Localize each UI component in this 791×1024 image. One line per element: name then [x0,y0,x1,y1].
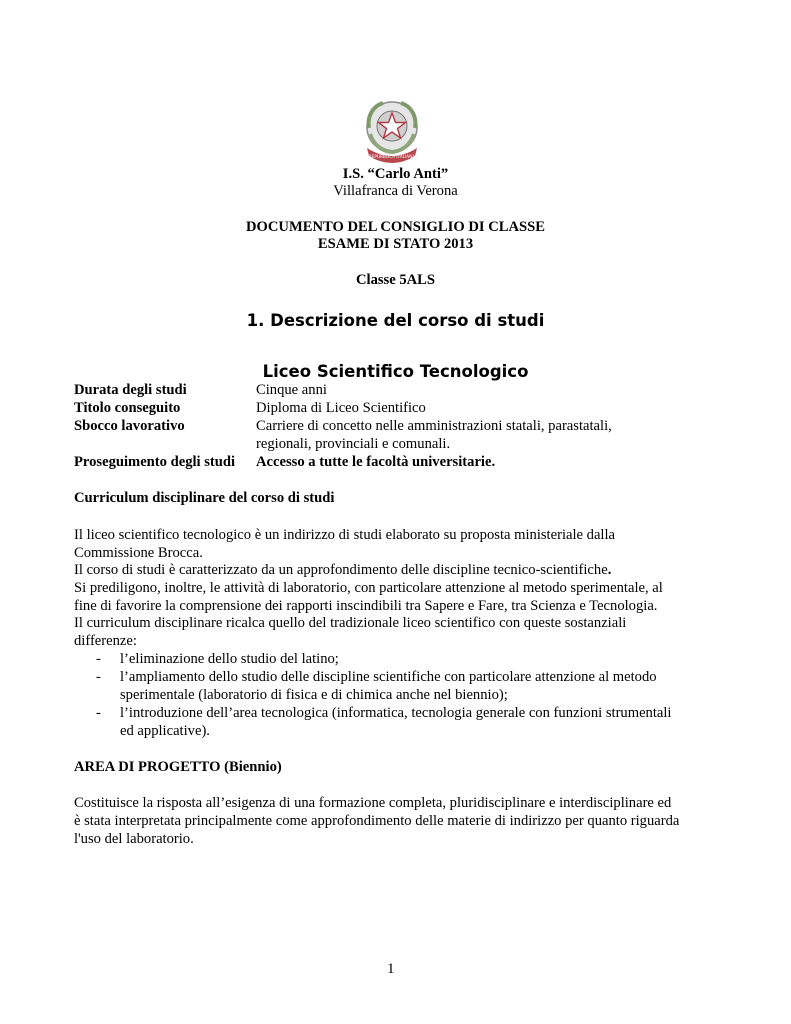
duration-value: Cinque anni [256,382,327,398]
list-item-continued: sperimentale (laboratorio di fisica e di chimica anche nel biennio); [120,687,508,703]
emblem-ribbon-text: REPUBBLICA ITALIANA [368,154,416,159]
degree-value: Diploma di Liceo Scientifico [256,400,426,416]
area-line: è stata interpretata principalmente come approfondimento delle materie di indirizzo per quanto riguarda [74,813,680,829]
school-name: I.S. “Carlo Anti” [342,166,449,182]
curriculum-line: fine di favorire la comprensione dei rapporti inscindibili tra Sapere e Fare, tra Scienza e Tecnologia. [74,598,658,614]
curriculum-line-period: . [607,562,612,578]
career-value-line2: regionali, provinciali e comunali. [256,436,451,452]
list-item: l’eliminazione dello studio del latino; [120,651,339,667]
area-line: Costituisce la risposta all’esigenza di una formazione completa, pluridisciplinare e interdisciplinare ed [74,795,672,811]
school-city: Villafranca di Verona [333,183,458,199]
career-value-line1: Carriere di concetto nelle amministrazioni statali, parastatali, [256,418,612,434]
list-bullet: - [96,651,101,667]
list-item: l’ampliamento dello studio delle discipline scientifiche con particolare attenzione al metodo [120,669,657,685]
curriculum-line-text: Il corso di studi è caratterizzato da un approfondimento delle discipline tecnico-scientifiche [74,562,608,578]
course-subtitle: Liceo Scientifico Tecnologico [262,362,529,381]
curriculum-line: Il liceo scientifico tecnologico è un indirizzo di studi elaborato su proposta ministeriale dalla [74,527,616,543]
continuation-value: Accesso a tutte le facoltà universitarie. [256,454,496,470]
continuation-label: Proseguimento degli studi [74,454,236,470]
curriculum-line [74,562,611,579]
list-item: l’introduzione dell’area tecnologica (informatica, tecnologia generale con funzioni strumentali [120,705,672,721]
curriculum-line: Il curriculum disciplinare ricalca quello del tradizionale liceo scientifico con queste sostanziali [74,615,627,631]
list-bullet: - [96,705,101,721]
curriculum-heading: Curriculum disciplinare del corso di studi [74,490,335,506]
exam-title: ESAME DI STATO 2013 [317,236,474,252]
area-line: l'uso del laboratorio. [74,831,194,847]
italian-republic-emblem-icon [361,98,423,164]
class-name: Classe 5ALS [355,272,436,288]
list-item-continued: ed applicative). [120,723,210,739]
curriculum-line: Commissione Brocca. [74,545,203,561]
duration-label: Durata degli studi [74,382,187,398]
document-title: DOCUMENTO DEL CONSIGLIO DI CLASSE [246,219,545,235]
page-number: 1 [387,961,395,977]
section-title: 1. Descrizione del corso di studi [246,311,545,330]
curriculum-line: Si prediligono, inoltre, le attività di laboratorio, con particolare attenzione al metodo sperimentale, al [74,580,663,596]
degree-label: Titolo conseguito [74,400,181,416]
career-label: Sbocco lavorativo [74,418,185,434]
curriculum-line: differenze: [74,633,137,649]
list-bullet: - [96,669,101,685]
area-heading: AREA DI PROGETTO (Biennio) [74,759,282,775]
